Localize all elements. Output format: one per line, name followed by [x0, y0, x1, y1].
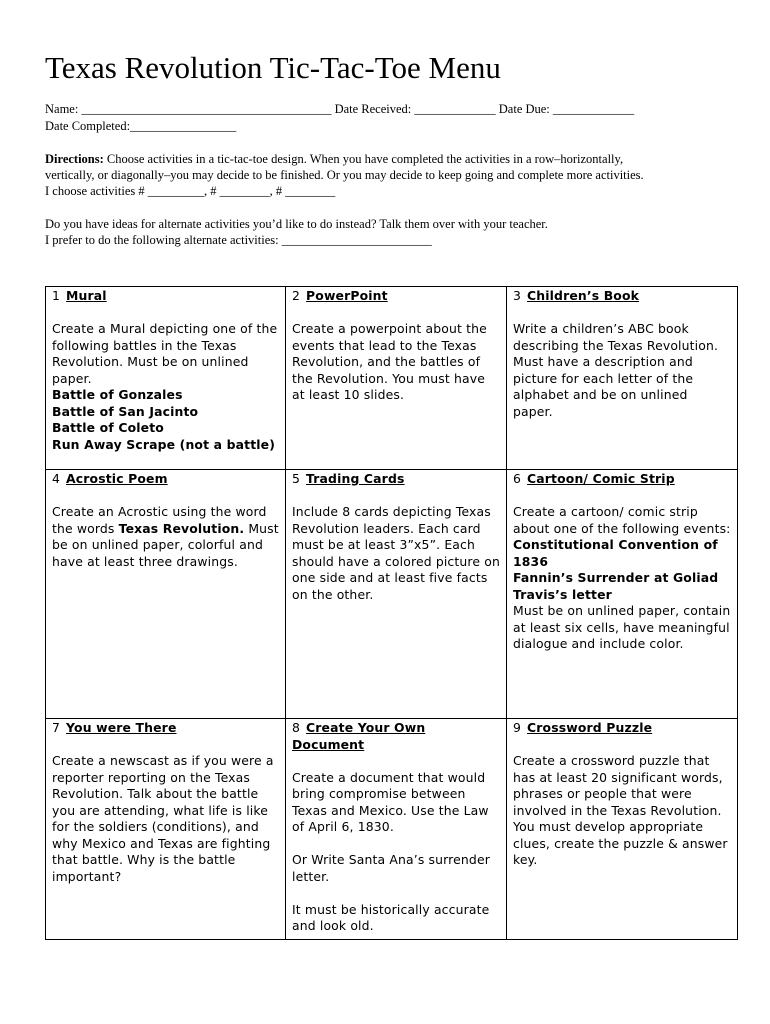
- cell-9-heading: [513, 720, 731, 737]
- directions-line-2: vertically, or diagonally–you may decide to be finished. Or you may decide to keep going and complete more activities.: [45, 168, 644, 182]
- cell-8-heading: [292, 720, 500, 753]
- cell-9-text: Create a crossword puzzle that has at least 20 significant words, phrases or people that were involved in the Texas Revolution. You must develop appropriate clues, create the puzzle & answer key.: [513, 753, 728, 867]
- cell-4-acrostic-poem: [46, 470, 286, 719]
- cell-5-heading: [292, 471, 500, 488]
- event-item: Fannin’s Surrender at Goliad: [513, 570, 719, 585]
- cell-1-number: 1: [52, 288, 61, 303]
- cell-4-number: 4: [52, 471, 61, 486]
- battle-item: Battle of San Jacinto: [52, 403, 199, 419]
- cell-8-text: Create a document that would bring compromise between Texas and Mexico. Use the Law of April 6, 1830.: [292, 769, 489, 834]
- cell-5-title: Trading Cards: [306, 471, 405, 486]
- event-item: Constitutional Convention of 1836: [513, 537, 718, 569]
- cell-7-heading: [52, 720, 279, 737]
- cell-3-number: 3: [513, 288, 522, 303]
- cell-7-text: Create a newscast as if you were a reporter reporting on the Texas Revolution. Talk about the battle you are attending, what life is like for the soldiers (conditions), and why Mexico and Texas are fighting that battle. Why is the battle important?: [52, 753, 274, 884]
- cell-1-text: Create a Mural depicting one of the following battles in the Texas Revolution. Must be on unlined paper.: [52, 321, 278, 386]
- cell-9-crossword-puzzle: [507, 719, 738, 940]
- cell-3-childrens-book: [507, 287, 738, 470]
- battle-item: Run Away Scrape (not a battle): [52, 436, 276, 452]
- cell-7-number: 7: [52, 720, 61, 735]
- cell-1-mural: [46, 287, 286, 470]
- cell-1-title: Mural: [66, 288, 107, 303]
- cell-7-title: You were There: [66, 720, 177, 735]
- cell-4-text: [52, 504, 279, 570]
- cell-4-text-bold: Texas Revolution.: [118, 520, 245, 536]
- battle-item: Battle of Coleto: [52, 420, 164, 435]
- cell-6-after-text: Must be on unlined paper, contain at least six cells, have meaningful dialogue and include color.: [513, 603, 731, 651]
- cell-2-number: 2: [292, 288, 301, 303]
- cell-2-title: PowerPoint: [306, 288, 388, 303]
- cell-9-number: 9: [513, 720, 522, 735]
- cell-5-text: Include 8 cards depicting Texas Revolution leaders. Each card must be at least 3”x5”. Each should have a colored picture on one side and at least five facts on the other.: [292, 504, 500, 602]
- cell-3-title: Children’s Book: [527, 288, 640, 303]
- page-title: Texas Revolution Tic-Tac-Toe Menu: [45, 50, 501, 85]
- cell-2-heading: [292, 288, 500, 305]
- battle-item: Battle of Gonzales: [52, 387, 183, 402]
- choose-activities-line: I choose activities # _________, # ________, # ________: [45, 184, 336, 198]
- date-completed-line: Date Completed:_________________: [45, 119, 237, 133]
- directions-line-1: [45, 151, 623, 167]
- cell-1-heading: [52, 288, 279, 305]
- directions-label: Directions:: [45, 152, 104, 166]
- cell-6-cartoon-comic-strip: [507, 470, 738, 719]
- cell-8-text-3: It must be historically accurate and look old.: [292, 901, 490, 933]
- directions-text-1: Choose activities in a tic-tac-toe design. When you have completed the activities in a row–horizontally,: [103, 152, 624, 166]
- cell-8-text-2: Or Write Santa Ana’s surrender letter.: [292, 852, 490, 884]
- cell-3-heading: [513, 288, 731, 305]
- cell-4-text-a: Create an Acrostic using the word the words: [52, 504, 267, 536]
- cell-4-heading: [52, 471, 279, 488]
- cell-4-text-b: Must be on unlined paper, colorful and have at least three drawings.: [52, 520, 279, 569]
- cell-5-trading-cards: [286, 470, 507, 719]
- cell-6-text: Create a cartoon/ comic strip about one of the following events:: [513, 504, 731, 536]
- cell-5-number: 5: [292, 471, 301, 486]
- cell-6-number: 6: [513, 471, 522, 486]
- cell-3-text: Write a children’s ABC book describing the Texas Revolution. Must have a description and picture for each letter of the alphabet and be on unlined paper.: [513, 321, 719, 419]
- cell-2-powerpoint: [286, 287, 507, 470]
- cell-7-you-were-there: [46, 719, 286, 940]
- alternate-prefer-line: I prefer to do the following alternate activities: ________________________: [45, 233, 432, 247]
- cell-6-heading: [513, 471, 731, 488]
- cell-4-title: Acrostic Poem: [66, 471, 168, 486]
- cell-8-create-your-own-document: [286, 719, 507, 940]
- cell-6-title: Cartoon/ Comic Strip: [527, 471, 675, 486]
- event-item: Travis’s letter: [513, 586, 612, 602]
- cell-9-title: Crossword Puzzle: [527, 720, 653, 735]
- cell-8-title: Create Your Own Document: [292, 720, 426, 752]
- name-date-line: Name: ________________________________________ Date Received: _____________ Date Due: _____________: [45, 102, 635, 116]
- cell-2-text: Create a powerpoint about the events that lead to the Texas Revolution, and the battles of the Revolution. You must have at least 10 slides.: [292, 321, 487, 402]
- cell-8-number: 8: [292, 720, 301, 735]
- alternate-ideas-line: Do you have ideas for alternate activities you’d like to do instead? Talk them over with your teacher.: [45, 217, 548, 231]
- tic-tac-toe-grid: [45, 286, 738, 940]
